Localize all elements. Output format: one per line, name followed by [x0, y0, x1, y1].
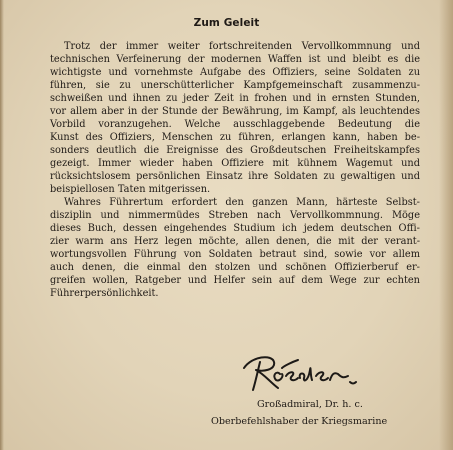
text-line: wichtigste und vornehmste Aufgabe des Offiziers, seine Soldaten zu: [50, 67, 420, 78]
paragraph-2: [50, 196, 420, 300]
text-line: vor allem aber in der Stunde der Bewährung, im Kampf, als leuchtendes: [50, 106, 420, 117]
text-line: technischen Verfeinerung der modernen Waffen ist und bleibt es die: [50, 54, 420, 65]
text-line: schweißen und ihnen zu jeder Zeit in frohen und in ernsten Stunden,: [50, 93, 420, 104]
text-line: auch denen, die einmal den stolzen und schönen Offizierberuf er-: [50, 262, 420, 273]
text-line: Trotz der immer weiter fortschreitenden Vervollkommnung und: [64, 41, 420, 52]
text-line: sonders deutlich die Ereignisse des Großdeutschen Freiheitskampfes: [50, 145, 420, 156]
text-line: gezeigt. Immer wieder haben Offiziere mit kühnem Wagemut und: [50, 158, 420, 169]
text-line: zier warm ans Herz legen möchte, allen denen, die mit der verant-: [50, 236, 420, 247]
paragraph-1: [50, 40, 420, 196]
text-line: dieses Buch, dessen eingehendes Studium ich jedem deutschen Offi-: [50, 223, 420, 234]
page-right-edge-shadow: [439, 0, 453, 450]
text-line: Kunst des Offiziers, Menschen zu führen, erlangen kann, haben be-: [50, 132, 420, 143]
signatory-rank: Großadmiral, Dr. h. c.: [257, 399, 363, 410]
page-left-edge-shadow: [0, 0, 4, 450]
page-title: Zum Geleit: [193, 17, 260, 29]
text-line: disziplin und nimmermüdes Streben nach Vervollkommnung. Möge: [50, 210, 420, 221]
text-line: greifen wollen, Ratgeber und Helfer sein auf dem Wege zur echten: [50, 275, 420, 286]
text-line: führen, sie zu unerschütterlicher Kampfgemeinschaft zusammenzu-: [50, 80, 420, 91]
text-line: Vorbild voranzugehen. Welche ausschlaggebende Bedeutung die: [50, 119, 420, 130]
text-line: beispiellosen Taten mitgerissen.: [50, 184, 211, 195]
text-line: Führerpersönlichkeit.: [50, 288, 159, 299]
text-line: Wahres Führertum erfordert den ganzen Mann, härteste Selbst-: [64, 197, 420, 208]
body-text: [50, 40, 420, 300]
text-line: rücksichtslosem persönlichen Einsatz ihre Soldaten zu gewaltigen und: [50, 171, 420, 182]
text-line: wortungsvollen Führung von Soldaten betraut sind, sowie vor allem: [50, 249, 420, 260]
signatory-title: Oberbefehlshaber der Kriegsmarine: [211, 416, 388, 427]
handwritten-signature: [238, 348, 378, 396]
